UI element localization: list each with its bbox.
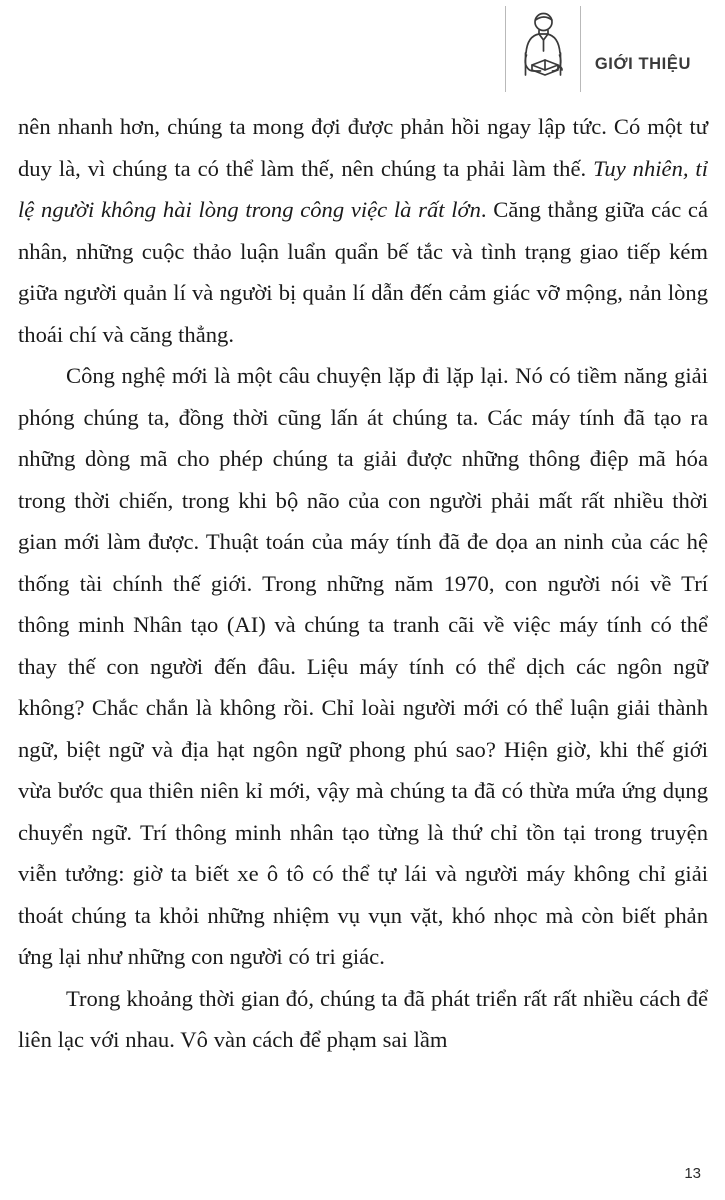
person-reading-book-illustration bbox=[505, 6, 581, 92]
paragraph bbox=[18, 978, 708, 1061]
page-header bbox=[0, 0, 725, 98]
text-run-italic: Tuy nhiên, tỉ lệ người không hài lòng trong công việc là rất lớn bbox=[18, 155, 708, 222]
paragraph bbox=[18, 106, 708, 355]
page-body bbox=[18, 106, 708, 1061]
header-inner bbox=[505, 0, 691, 92]
text-run: Trong khoảng thời gian đó, chúng ta đã phát triển rất rất nhiều cách để liên lạc với nhau. Vô vàn cách để phạm sai lầm bbox=[18, 985, 708, 1052]
text-run: . Căng thẳng giữa các cá nhân, những cuộc thảo luận luẩn quẩn bế tắc và tình trạng giao tiếp kém giữa người quản lí và người bị quản lí dẫn đến cảm giác vỡ mộng, nản lòng thoái chí và căng thẳng. bbox=[18, 197, 708, 347]
text-run: nên nhanh hơn, chúng ta mong đợi được phản hồi ngay lập tức. Có một tư duy là, vì chúng ta có thể làm thế, nên chúng ta phải làm thế. bbox=[18, 114, 708, 181]
text-run: Công nghệ mới là một câu chuyện lặp đi lặp lại. Nó có tiềm năng giải phóng chúng ta, đồng thời cũng lấn át chúng ta. Các máy tính đã tạo ra những dòng mã cho phép chúng ta giải được những thông điệp mã hóa trong thời chiến, trong khi bộ não của con người phải mất rất nhiều thời gian mới làm được. Thuật toán của máy tính đã đe dọa an ninh của các hệ thống tài chính thế giới. Trong những năm 1970, con người nói về Trí thông minh Nhân tạo (AI) và chúng ta tranh cãi về việc máy tính có thể thay thế con người đến đâu. Liệu máy tính có thể dịch các ngôn ngữ không? Chắc chắn là không rồi. Chỉ loài người mới có thể luận giải thành ngữ, biệt ngữ và địa hạt ngôn ngữ phong phú sao? Hiện giờ, khi thế giới vừa bước qua thiên niên kỉ mới, vậy mà chúng ta đã có thừa mứa ứng dụng chuyển ngữ. Trí thông minh nhân tạo từng là thứ chỉ tồn tại trong truyện viễn tưởng: giờ ta biết xe ô tô có thể tự lái và người máy không chỉ giải thoát chúng ta khỏi những nhiệm vụ vụn vặt, khó nhọc mà còn biết phản ứng lại như những con người có tri giác. bbox=[18, 363, 708, 969]
paragraph bbox=[18, 355, 708, 978]
section-label: GIỚI THIỆU bbox=[594, 55, 691, 73]
page-number: 13 bbox=[684, 1165, 701, 1182]
